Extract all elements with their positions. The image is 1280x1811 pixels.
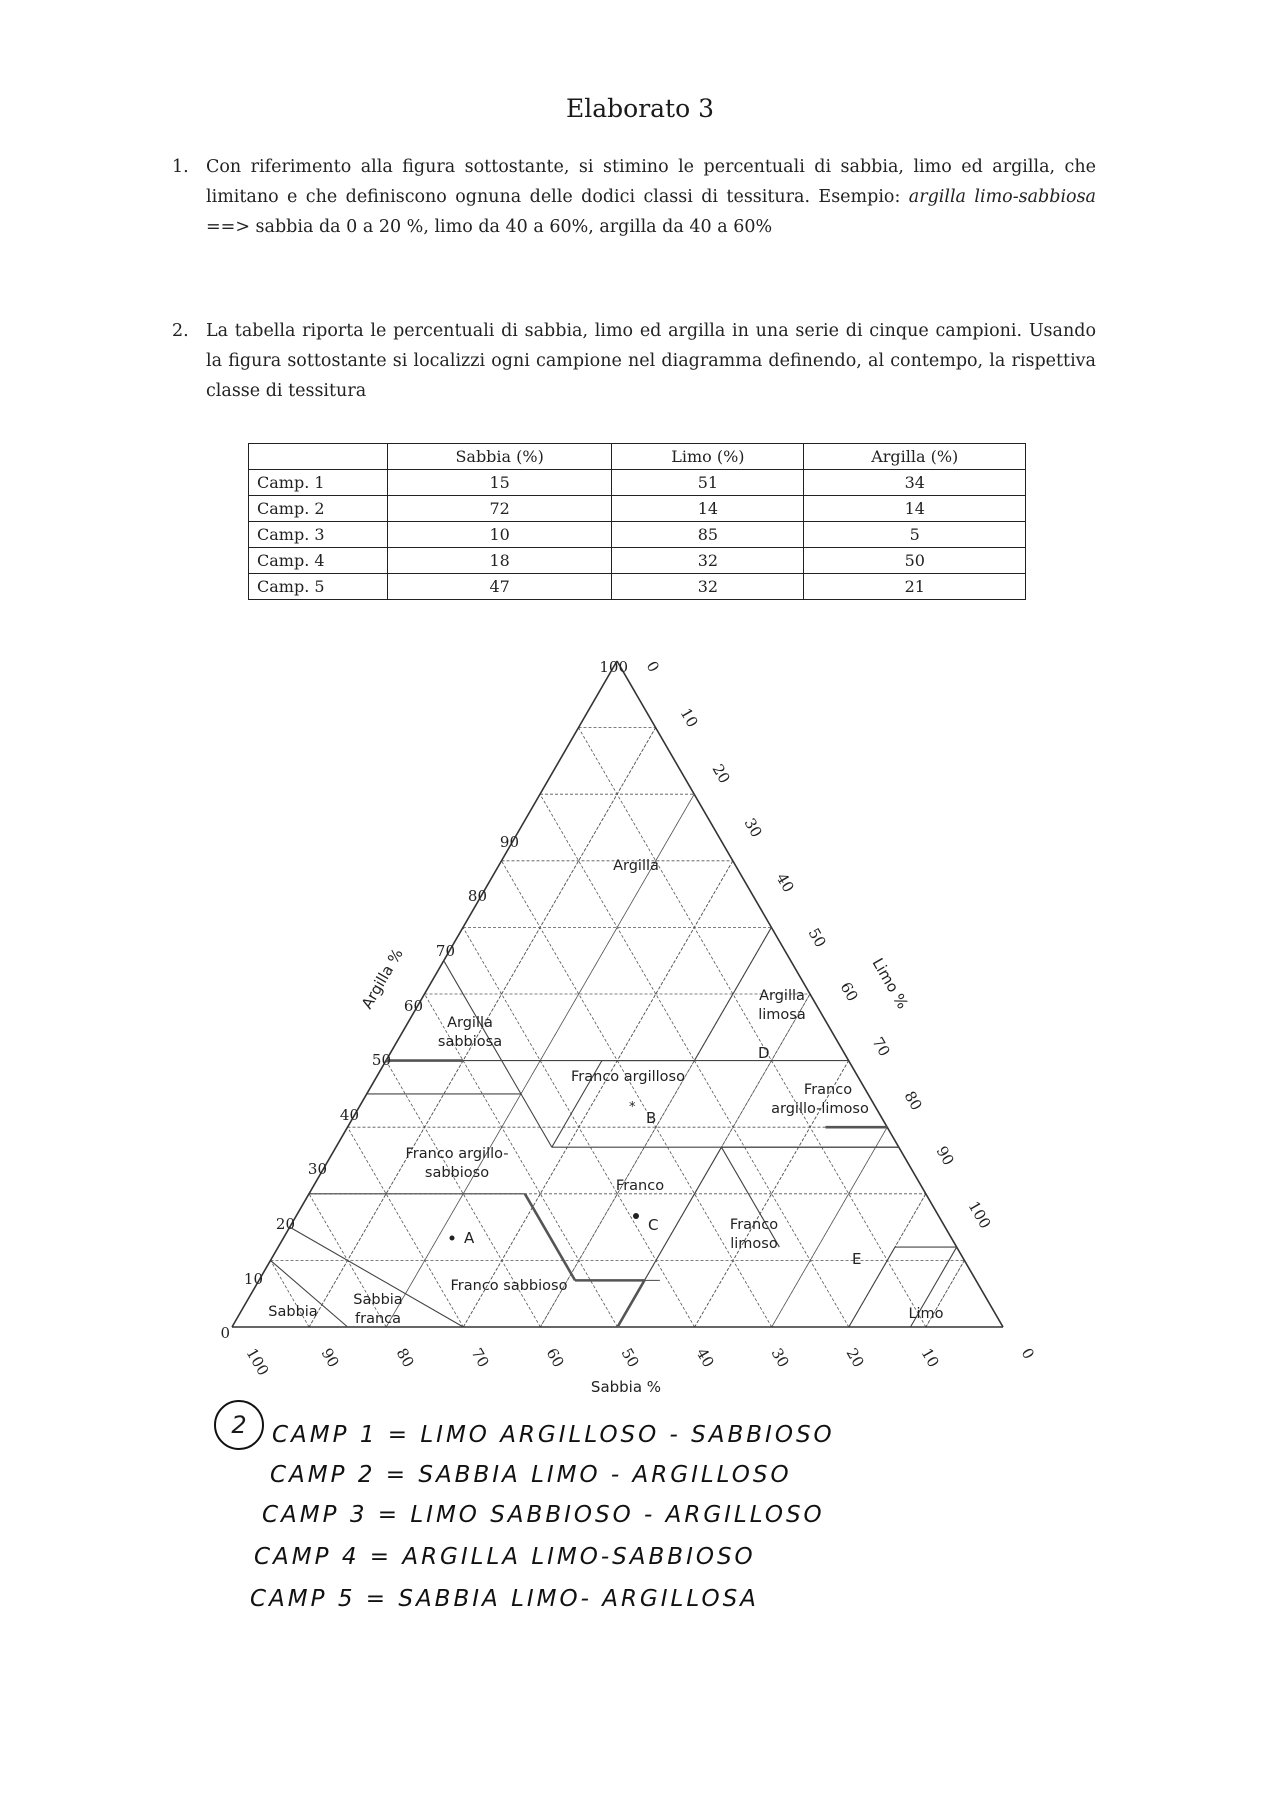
table-header-cell: Sabbia (%) <box>388 444 612 470</box>
class-label-limo: Limo <box>908 1306 944 1322</box>
class-label-franco-argillo-limoso: argillo-limoso <box>771 1101 869 1117</box>
right-axis-ticks <box>643 658 995 1232</box>
bottom-tick: 0 <box>1017 1345 1038 1363</box>
highlighted-boundary-line <box>525 1194 575 1281</box>
right-tick: 100 <box>964 1198 995 1232</box>
answer-line: CAMP 1 = LIMO ARGILLOSO - SABBIOSO <box>272 1422 835 1448</box>
triangle-grid <box>271 728 965 1327</box>
table-cell: Camp. 5 <box>249 574 388 600</box>
left-tick: 0 <box>220 1324 230 1342</box>
bottom-tick: 60 <box>542 1345 568 1371</box>
right-tick: 90 <box>932 1143 958 1169</box>
bottom-tick: 10 <box>917 1345 943 1371</box>
table-cell: 5 <box>804 522 1026 548</box>
left-tick: 30 <box>307 1160 327 1178</box>
class-label-argilla-limosa: limosa <box>758 1007 806 1023</box>
question-1-text-after: ==> sabbia da 0 a 20 %, limo da 40 a 60%, argilla da 40 a 60% <box>206 217 773 237</box>
right-tick: 10 <box>676 705 702 731</box>
answer-line: CAMP 3 = LIMO SABBIOSO - ARGILLOSO <box>262 1502 825 1528</box>
class-label-franco-limoso: Franco <box>729 1217 779 1233</box>
question-2-text: La tabella riporta le percentuali di sabbia, limo ed argilla in una serie di cinque campioni. Usando la figura sottostante si localizzi ogni campione nel diagramma definendo, al contempo, la rispettiva classe di tessitura <box>206 321 1096 401</box>
table-cell: 72 <box>388 496 612 522</box>
table-cell: 47 <box>388 574 612 600</box>
class-label-franco: Franco <box>615 1178 665 1194</box>
bottom-tick: 40 <box>692 1345 718 1371</box>
right-tick: 0 <box>642 658 663 676</box>
table-cell: 32 <box>612 548 804 574</box>
bottom-tick: 90 <box>317 1345 343 1371</box>
sample-point-label: D <box>758 1044 770 1062</box>
axis-title-sabbia: Sabbia % <box>590 1378 662 1396</box>
class-label-sabbia-franca: franca <box>355 1311 401 1327</box>
class-label-sabbia: Sabbia <box>268 1304 318 1320</box>
class-label-franco-argillo-sabbioso: sabbioso <box>424 1165 490 1181</box>
class-label-argilla-sabbiosa: Argilla <box>447 1015 493 1031</box>
left-tick: 100 <box>599 658 628 676</box>
left-tick: 50 <box>371 1051 391 1069</box>
class-label-franco-argillo-limoso: Franco <box>803 1082 853 1098</box>
answer-marker: 2 <box>214 1400 264 1450</box>
table-cell: 51 <box>612 470 804 496</box>
sample-point-marker <box>450 1236 455 1241</box>
sample-point-label: A <box>464 1229 475 1247</box>
bottom-tick: 50 <box>617 1345 643 1371</box>
table-header-cell: Argilla (%) <box>804 444 1026 470</box>
class-label-franco-argillo-sabbioso: Franco argillo- <box>405 1146 509 1162</box>
answer-line: CAMP 2 = SABBIA LIMO - ARGILLOSO <box>270 1462 792 1488</box>
sample-point-marker <box>633 1213 639 1219</box>
right-tick: 60 <box>836 979 862 1005</box>
class-boundary-line <box>521 1094 552 1147</box>
right-tick: 50 <box>804 925 830 951</box>
bottom-tick: 30 <box>767 1345 793 1371</box>
table-cell: 34 <box>804 470 1026 496</box>
table-cell: 10 <box>388 522 612 548</box>
question-1-example-term: argilla limo-sabbiosa <box>908 187 1096 207</box>
right-tick: 30 <box>740 815 766 841</box>
answer-line: CAMP 5 = SABBIA LIMO- ARGILLOSA <box>250 1586 759 1612</box>
class-label-franco-sabbioso: Franco sabbioso <box>450 1278 568 1294</box>
table-cell: 14 <box>612 496 804 522</box>
table-cell: 50 <box>804 548 1026 574</box>
left-tick: 60 <box>403 997 423 1015</box>
document-title: Elaborato 3 <box>565 94 714 123</box>
table-header-cell: Limo (%) <box>612 444 804 470</box>
right-tick: 70 <box>868 1034 894 1060</box>
table-cell: 32 <box>612 574 804 600</box>
class-label-franco-argilloso: Franco argilloso <box>571 1069 685 1085</box>
table-cell: 14 <box>804 496 1026 522</box>
class-label-franco-limoso: limoso <box>730 1236 778 1252</box>
axis-title-argilla: Argilla % <box>357 945 407 1012</box>
answer-line: CAMP 4 = ARGILLA LIMO-SABBIOSO <box>254 1544 756 1570</box>
left-tick: 90 <box>499 833 519 851</box>
right-tick: 80 <box>900 1088 926 1114</box>
class-label-argilla-sabbiosa: sabbiosa <box>437 1034 503 1050</box>
question-1-number: 1. <box>172 157 189 177</box>
left-tick: 10 <box>243 1270 263 1288</box>
bottom-tick: 20 <box>842 1345 868 1371</box>
left-tick: 80 <box>467 887 487 905</box>
table-cell: Camp. 1 <box>249 470 388 496</box>
right-tick: 40 <box>772 870 798 896</box>
axis-title-limo: Limo % <box>868 955 912 1012</box>
bottom-tick: 70 <box>467 1345 493 1371</box>
highlighted-boundary-line <box>618 1280 645 1327</box>
question-2-number: 2. <box>172 321 189 341</box>
table-cell: 85 <box>612 522 804 548</box>
right-tick: 20 <box>708 761 734 787</box>
sample-point-label: B <box>646 1109 657 1127</box>
table-cell: 21 <box>804 574 1026 600</box>
left-tick: 70 <box>435 942 455 960</box>
table-cell: Camp. 4 <box>249 548 388 574</box>
sample-point-label: E <box>852 1250 862 1268</box>
table-cell: 18 <box>388 548 612 574</box>
grid-line-sabbia-diag <box>502 861 772 1327</box>
class-label-sabbia-franca: Sabbia <box>353 1292 403 1308</box>
left-tick: 20 <box>275 1215 295 1233</box>
left-tick: 40 <box>339 1106 359 1124</box>
texture-class-labels <box>268 858 943 1327</box>
table-cell: Camp. 3 <box>249 522 388 548</box>
question-1-text-before: Con riferimento alla figura sottostante, si stimino le percentuali di sabbia, limo ed argilla, che limitano e che definiscono ognuna delle dodici classi di tessitura. Esempio: <box>206 157 1096 207</box>
sample-point-label: C <box>648 1216 659 1234</box>
sample-point-marker: * <box>629 1100 636 1115</box>
bottom-tick: 80 <box>392 1345 418 1371</box>
class-label-argilla: Argilla <box>613 858 659 874</box>
bottom-tick: 100 <box>242 1345 273 1379</box>
table-cell: 15 <box>388 470 612 496</box>
bottom-axis-ticks <box>243 1345 1038 1379</box>
table-cell: Camp. 2 <box>249 496 388 522</box>
class-label-argilla-limosa: Argilla <box>759 988 805 1004</box>
